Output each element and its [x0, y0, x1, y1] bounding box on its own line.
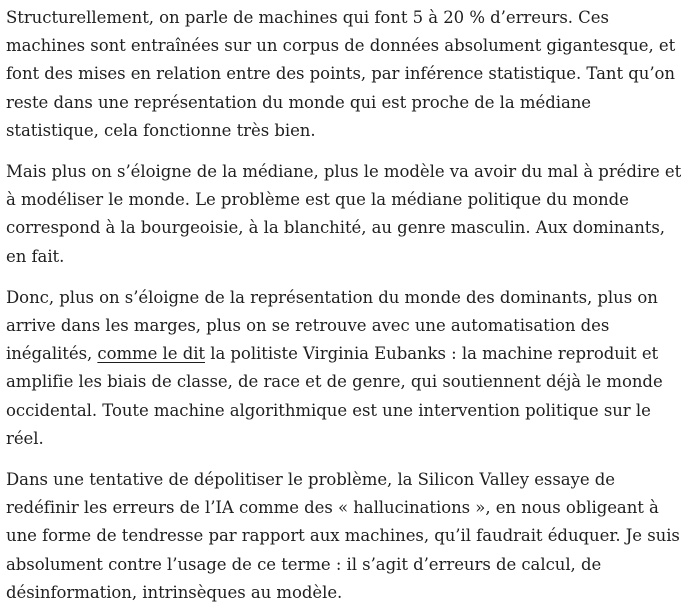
comme-le-dit-link[interactable]: comme le dit — [97, 344, 206, 364]
paragraph-4: Dans une tentative de dépolitiser le problème, la Silicon Valley essaye de redéfinir les erreurs de l’IA comme des « hallucinations », en nous obligeant à une forme de tendresse par rapport aux machines, qu’il faudrait éduquer. Je suis absolument contre l’usage de ce terme : il s’agit d’erreurs de calcul, de désinformation, intrinsèques au modèle. — [6, 470, 680, 602]
paragraph-3-text-after: la politiste Virginia Eubanks : la machine reproduit et amplifie les biais de classe, de race et de genre, qui soutiennent déjà le monde occidental. Toute machine algorithmique est une intervention politique sur le réel. — [6, 344, 663, 448]
paragraph-1: Structurellement, on parle de machines qui font 5 à 20 % d’erreurs. Ces machines sont entraînées sur un corpus de données absolument gigantesque, et font des mises en relation entre des points, par inférence statistique. Tant qu’on reste dans une représentation du monde qui est proche de la médiane statistique, cela fonctionne très bien. — [6, 8, 676, 140]
paragraph-2: Mais plus on s’éloigne de la médiane, plus le modèle va avoir du mal à prédire et à modéliser le monde. Le problème est que la médiane politique du monde correspond à la bourgeoisie, à la blanchité, au genre masculin. Aux dominants, en fait. — [6, 162, 682, 266]
paragraph-3 — [6, 284, 688, 453]
paragraph-3-text-before: Donc, plus on s’éloigne de la représentation du monde des dominants, plus on arrive dans les marges, plus on se retrouve avec une automatisation des inégalités, — [6, 287, 658, 364]
